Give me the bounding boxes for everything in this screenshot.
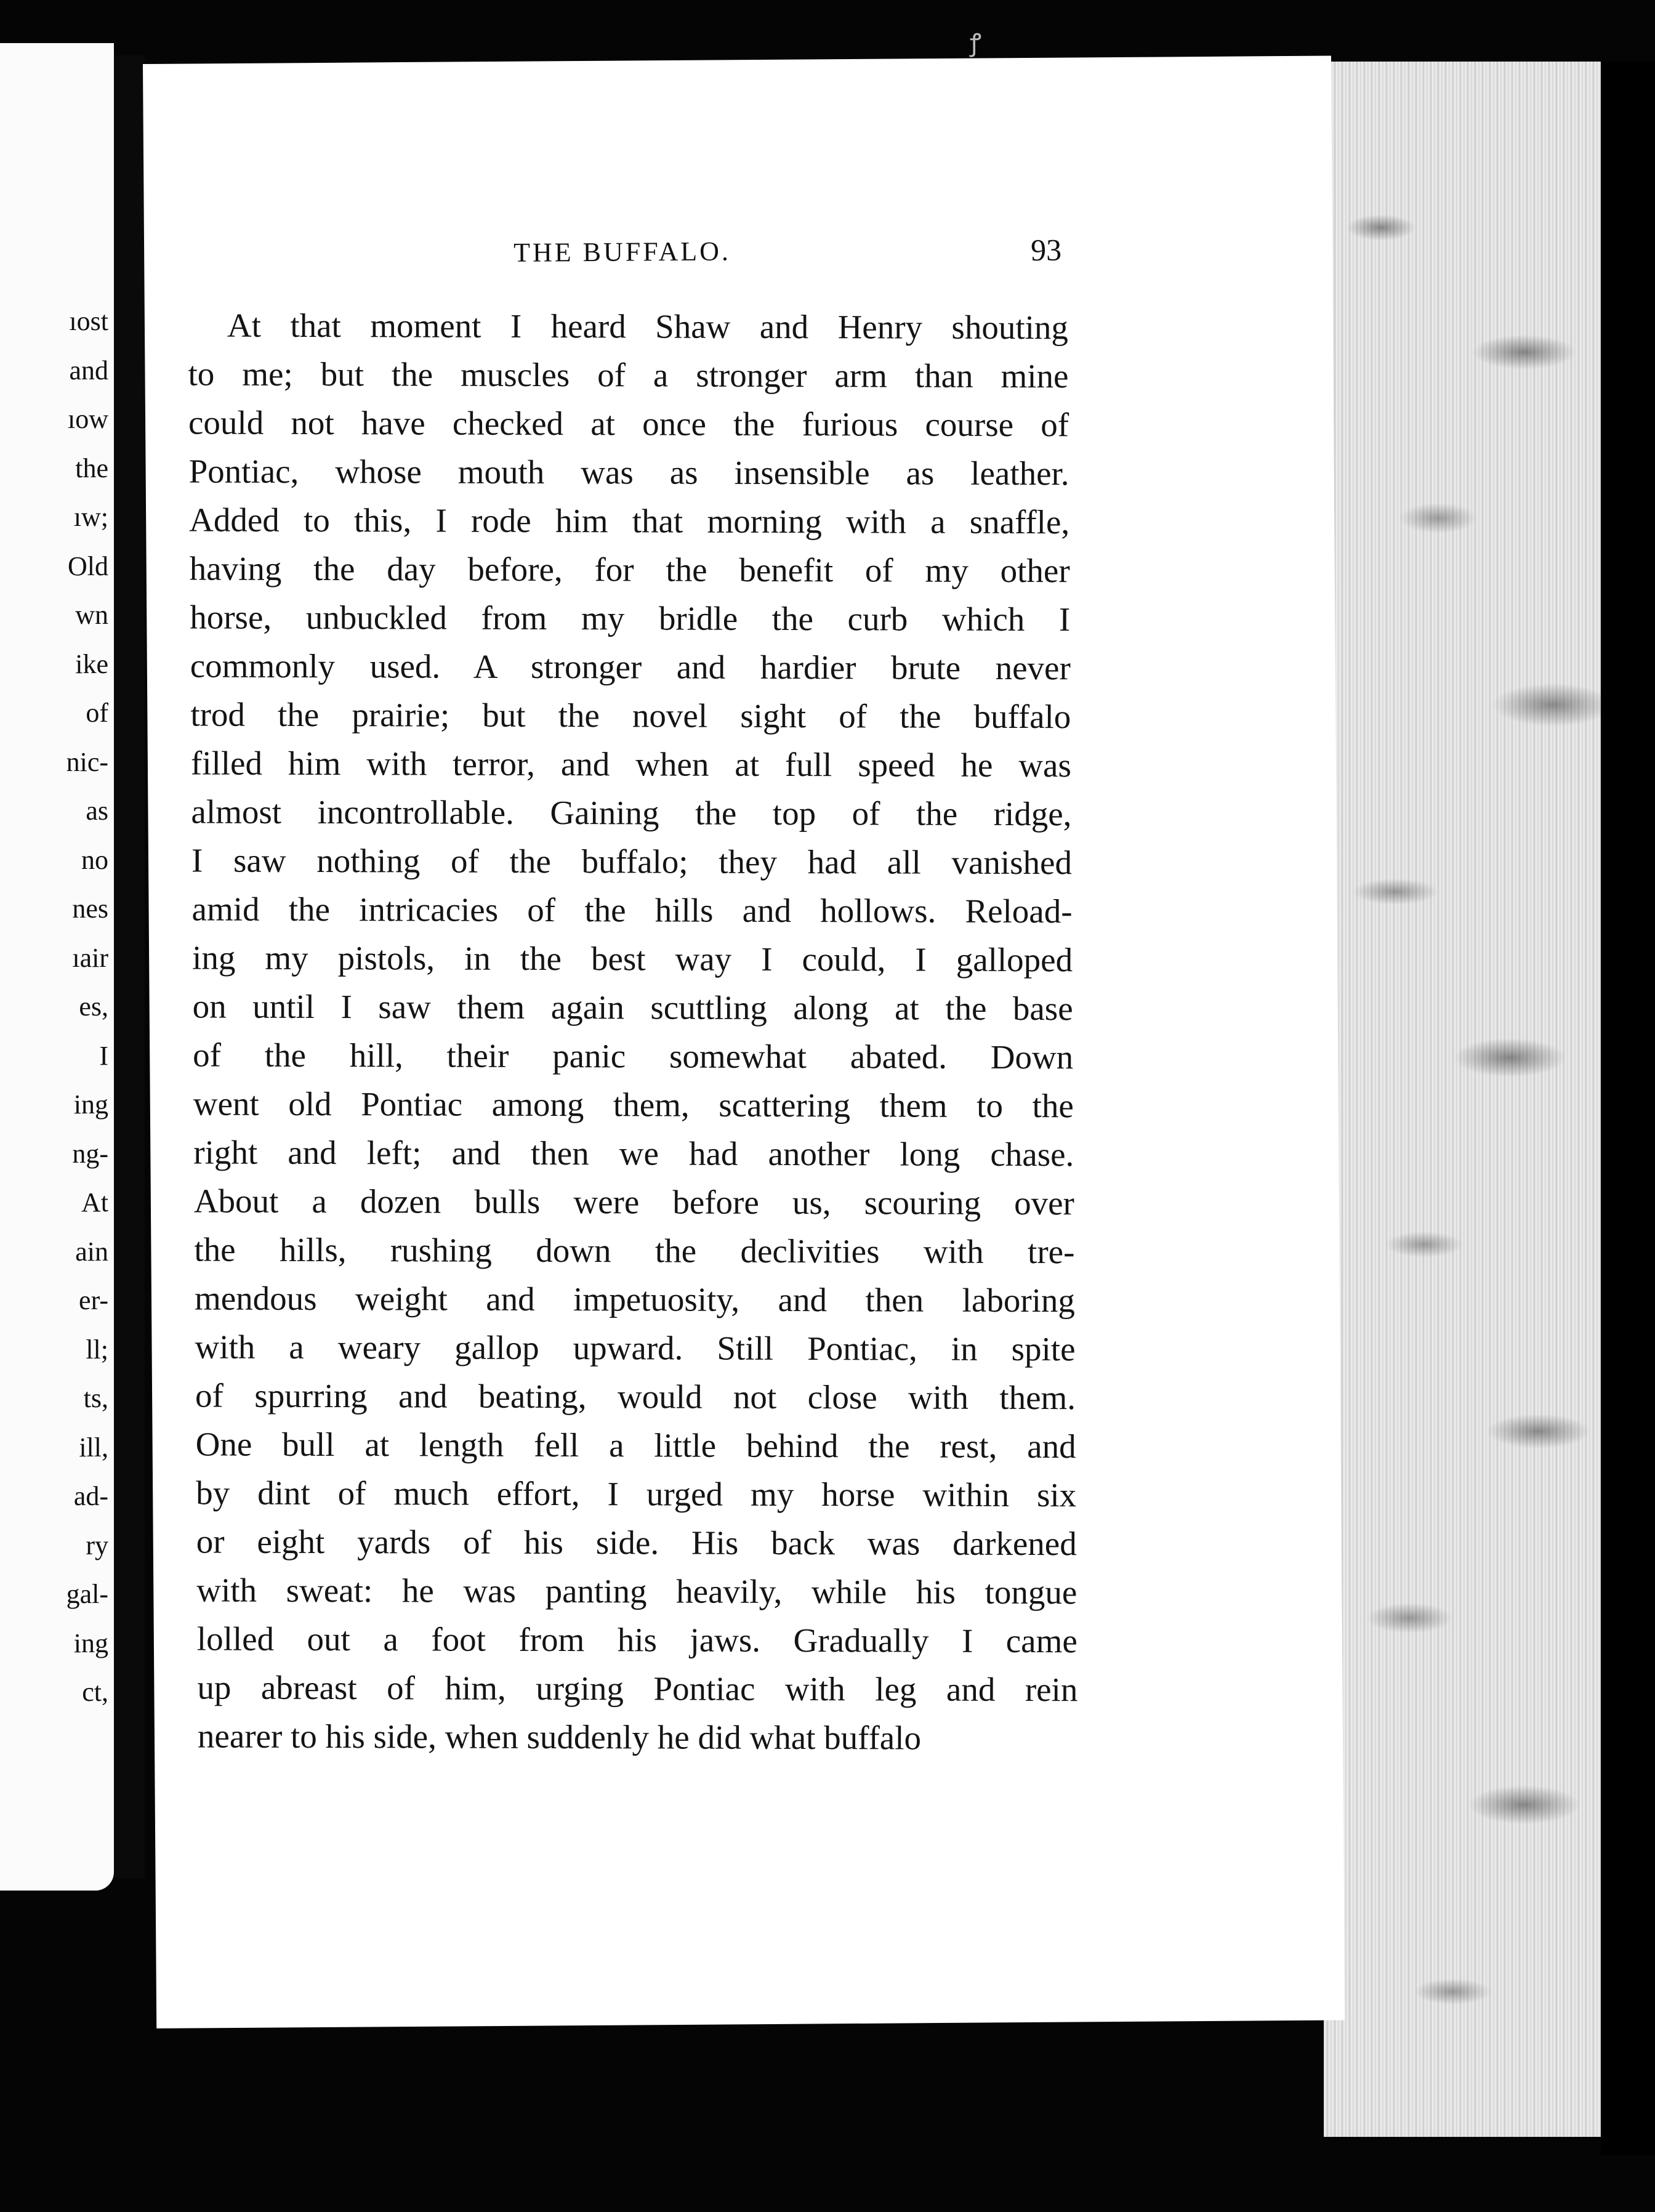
running-head: THE BUFFALO. (513, 236, 731, 268)
text-line: or eight yards of his side. His back was darkened (196, 1522, 1077, 1563)
text-line: commonly used. A stronger and hardier brute never (190, 647, 1071, 687)
text-line: of the hill, their panic somewhat abated. Down (193, 1036, 1074, 1076)
body-text (188, 295, 1079, 1761)
text-line: with a weary gallop upward. Still Pontiac, in spite (195, 1328, 1076, 1368)
left-page-fragment: I (99, 1040, 108, 1071)
left-page-fragment: ad- (73, 1481, 108, 1511)
text-line: to me; but the muscles of a stronger arm than mine (188, 355, 1069, 395)
text-line: with sweat: he was panting heavily, while his tongue (196, 1571, 1077, 1612)
text-line: nearer to his side, when suddenly he did what buffalo (197, 1717, 922, 1757)
left-page-fragment: ts, (83, 1383, 108, 1413)
text-line: horse, unbuckled from my bridle the curb which I (190, 598, 1071, 639)
left-page-fragment: es, (79, 991, 108, 1022)
text-line: trod the prairie; but the novel sight of the buffalo (190, 695, 1071, 736)
left-page-fragment: the (75, 453, 108, 483)
main-page (143, 56, 1345, 2028)
text-line: almost incontrollable. Gaining the top of the ridge, (191, 793, 1072, 833)
text-line: of spurring and beating, would not close with them. (195, 1376, 1076, 1417)
text-line: I saw nothing of the buffalo; they had all vanished (191, 841, 1073, 882)
text-line: by dint of much effort, I urged my horse within six (196, 1474, 1077, 1514)
left-page-fragment: ing (73, 1628, 108, 1658)
left-page-fragment: nic- (66, 746, 108, 777)
left-page-fragment: ıair (72, 942, 108, 973)
left-page-fragment: ll; (86, 1334, 108, 1365)
text-line: Added to this, I rode him that morning with a snaffle, (189, 501, 1070, 541)
text-line: One bull at length fell a little behind the rest, and (195, 1425, 1076, 1466)
left-page-fragment: ing (73, 1089, 108, 1120)
left-page-fragment: ıost (69, 306, 108, 336)
left-page-fragment: Old (68, 551, 108, 581)
text-line: About a dozen bulls were before us, scouring over (193, 1182, 1074, 1222)
left-page-line-fragments (0, 43, 108, 1891)
text-line: Pontiac, whose mouth was as insensible as leather. (188, 452, 1069, 493)
left-page-fragment: as (86, 796, 108, 826)
text-line: right and left; and then we had another long chase. (193, 1133, 1074, 1174)
scan-mark: ꝭ (970, 29, 981, 57)
text-line: At that moment I heard Shaw and Henry shouting (227, 306, 1069, 347)
text-line: ing my pistols, in the best way I could, I galloped (192, 938, 1073, 979)
text-line: went old Pontiac among them, scattering them to the (193, 1084, 1074, 1125)
page-edges (1324, 62, 1610, 2137)
left-page-fragment: ıow (68, 404, 108, 434)
left-facing-page (0, 43, 114, 1891)
text-line: lolled out a foot from his jaws. Gradually I came (196, 1620, 1077, 1660)
text-line: mendous weight and impetuosity, and then laboring (194, 1279, 1076, 1320)
text-line: on until I saw them again scuttling along at the base (192, 987, 1073, 1028)
left-page-fragment: no (81, 844, 108, 875)
left-page-fragment: ng- (72, 1138, 108, 1169)
left-page-fragment: ry (86, 1530, 108, 1560)
left-page-fragment: ike (75, 648, 108, 679)
left-page-fragment: nes (72, 894, 108, 924)
text-line: the hills, rushing down the declivities with tre- (194, 1230, 1075, 1271)
text-line: having the day before, for the benefit of my other (189, 549, 1070, 590)
book-cover-edge (1601, 62, 1655, 2155)
gutter (114, 55, 145, 1878)
left-page-fragment: of (86, 698, 108, 728)
left-page-fragment: and (69, 355, 108, 385)
left-page-fragment: ct, (82, 1677, 108, 1707)
left-page-fragment: ıw; (73, 502, 108, 532)
left-page-fragment: At (81, 1187, 108, 1217)
page-number: 93 (1030, 232, 1062, 267)
text-line: could not have checked at once the furious course of (188, 403, 1069, 444)
text-line: filled him with terror, and when at full speed he was (190, 744, 1072, 785)
left-page-fragment: wn (75, 600, 108, 630)
left-page-fragment: ill, (79, 1432, 108, 1463)
text-line: up abreast of him, urging Pontiac with leg and rein (197, 1668, 1078, 1709)
left-page-fragment: er- (79, 1285, 108, 1315)
left-page-fragment: gal- (66, 1579, 108, 1609)
left-page-fragment: ain (75, 1236, 108, 1267)
text-line: amid the intricacies of the hills and hollows. Reload- (191, 890, 1073, 930)
